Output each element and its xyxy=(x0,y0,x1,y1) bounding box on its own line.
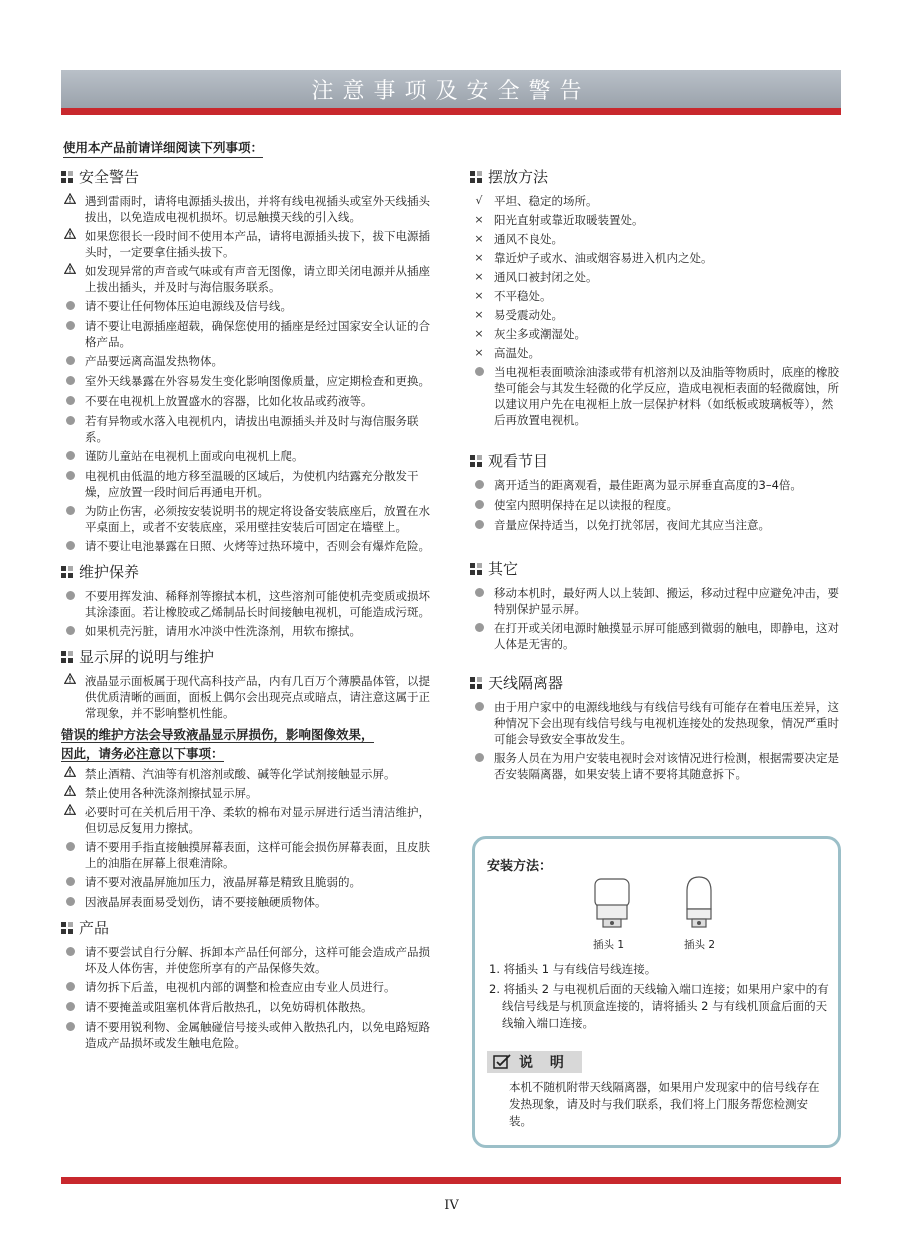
bullet-dot-icon xyxy=(472,497,486,514)
list-item xyxy=(61,298,433,315)
list-item xyxy=(61,393,433,410)
section-viewing xyxy=(470,450,842,534)
warning-triangle-icon xyxy=(63,804,77,820)
section-bullet-icon xyxy=(470,171,482,183)
list-item xyxy=(61,468,433,500)
list-item xyxy=(470,364,842,428)
list-item xyxy=(470,250,842,266)
bullet-dot-icon xyxy=(63,623,77,640)
bullet-dot-icon xyxy=(63,468,77,485)
list-item-text: 液晶显示面板属于现代高科技产品，内有几百万个薄膜晶体管，以提供优质清晰的画面，面板上偶尔会出现亮点或暗点，请注意这属于正常现象，并不影响整机性能。 xyxy=(85,674,430,720)
list-item-text: 音量应保持适当，以免打扰邻居，夜间尤其应当注意。 xyxy=(494,518,770,532)
bullet-dot-icon xyxy=(63,448,77,465)
list-item xyxy=(61,588,433,620)
warning-line-1: 错误的维护方法会导致液晶显示屏损伤，影响图像效果， xyxy=(61,727,374,742)
list-item xyxy=(470,477,842,494)
plug-2-label: 插头 2 xyxy=(684,939,716,951)
section-bullet-icon xyxy=(61,171,73,183)
list-item-text: 室外天线暴露在外容易发生变化影响图像质量，应定期检查和更换。 xyxy=(85,374,430,388)
warning-triangle-icon xyxy=(63,228,77,244)
list-item-text: 禁止酒精、汽油等有机溶剂或酸、碱等化学试剂接触显示屏。 xyxy=(85,767,396,781)
list-item xyxy=(470,307,842,323)
install-steps xyxy=(489,961,829,1032)
list-item-text: 不要用挥发油、稀释剂等擦拭本机，这些溶剂可能使机壳变质或损坏其涂漆面。若让橡胶或乙烯制品长时间接触电视机，可能造成污斑。 xyxy=(85,589,430,619)
bullet-dot-icon xyxy=(63,839,77,856)
list-item xyxy=(61,894,433,911)
list-item xyxy=(61,804,433,836)
list-item-text: 禁止使用各种洗涤剂擦拭显示屏。 xyxy=(85,786,258,800)
list-item xyxy=(61,1019,433,1051)
list-item xyxy=(61,874,433,891)
other-list xyxy=(470,585,842,652)
list-item xyxy=(61,538,433,555)
intro-text: 使用本产品前请详细阅读下列事项： xyxy=(63,138,263,158)
list-item-text: 在打开或关闭电源时触摸显示屏可能感到微弱的触电，即静电，这对人体是无害的。 xyxy=(494,621,839,651)
list-item xyxy=(470,750,842,782)
cross-mark-icon: × xyxy=(474,213,484,226)
plug-2-icon xyxy=(679,875,719,931)
bullet-dot-icon xyxy=(63,353,77,370)
install-title: 安装方法： xyxy=(487,859,553,874)
list-item-text: 产品要远离高温发热物体。 xyxy=(85,354,223,368)
list-item xyxy=(61,785,433,801)
section-title: 观看节目 xyxy=(488,452,549,470)
right-column xyxy=(470,160,842,785)
list-item-text: 请不要尝试自行分解、拆卸本产品任何部分，这样可能会造成产品损坏及人体伤害，并使您所享有的产品保修失效。 xyxy=(85,945,430,975)
safety-list xyxy=(61,193,433,555)
bullet-dot-icon xyxy=(63,588,77,605)
title-banner xyxy=(61,70,841,108)
install-step-1: 1. 将插头 1 与有线信号线连接。 xyxy=(489,962,657,976)
list-item xyxy=(61,353,433,370)
list-item-text: 如果机壳污脏，请用水冲淡中性洗涤剂，用软布擦拭。 xyxy=(85,624,361,638)
list-item-text: 请不要让电池暴露在日照、火烤等过热环境中，否则会有爆炸危险。 xyxy=(85,539,430,553)
warning-triangle-icon xyxy=(63,193,77,209)
cross-mark-icon: × xyxy=(474,308,484,321)
bullet-dot-icon xyxy=(63,979,77,996)
list-item xyxy=(470,269,842,285)
title-banner-underline xyxy=(61,108,841,115)
list-item-text: 请不要对液晶屏施加压力，液晶屏幕是精致且脆弱的。 xyxy=(85,875,361,889)
maintenance-list xyxy=(61,588,433,640)
list-item-text: 请不要用锐利物、金属触碰信号接头或伸入散热孔内，以免电路短路造成产品损坏或发生触电危险。 xyxy=(85,1020,430,1050)
bullet-dot-icon xyxy=(63,298,77,315)
list-item-text: 电视机由低温的地方移至温暖的区域后，为使机内结露充分散发干燥，应放置一段时间后再通电开机。 xyxy=(85,469,419,499)
bullet-dot-icon xyxy=(63,538,77,555)
viewing-list xyxy=(470,477,842,534)
bullet-dot-icon xyxy=(63,874,77,891)
list-item-text: 请不要用手指直接触摸屏幕表面，这样可能会损伤屏幕表面，且皮肤上的油脂在屏幕上很难清除。 xyxy=(85,840,430,870)
list-item xyxy=(61,373,433,390)
note-title: 说 明 xyxy=(519,1055,570,1071)
list-item xyxy=(61,318,433,350)
section-bullet-icon xyxy=(470,563,482,575)
list-item-text: 请不要让任何物体压迫电源线及信号线。 xyxy=(85,299,292,313)
list-item-text: 如果您很长一段时间不使用本产品，请将电源插头拔下，拔下电源插头时，一定要拿住插头拔下。 xyxy=(85,229,430,259)
bullet-dot-icon xyxy=(63,373,77,390)
warning-line-2: 因此，请务必注意以下事项： xyxy=(61,746,224,761)
list-item xyxy=(61,979,433,996)
list-item xyxy=(470,345,842,361)
list-item-text: 谨防儿童站在电视机上面或向电视机上爬。 xyxy=(85,449,304,463)
list-item xyxy=(61,999,433,1016)
cross-mark-icon: × xyxy=(474,232,484,245)
checkbox-pen-icon xyxy=(493,1054,513,1070)
section-bullet-icon xyxy=(61,651,73,663)
isolator-list xyxy=(470,699,842,782)
display-list xyxy=(61,673,433,721)
section-bullet-icon xyxy=(61,566,73,578)
list-item xyxy=(470,326,842,342)
list-item xyxy=(61,623,433,640)
section-title: 安全警告 xyxy=(79,168,140,186)
warning-triangle-icon xyxy=(63,263,77,279)
section-bullet-icon xyxy=(470,677,482,689)
list-item-text: 因液晶屏表面易受划伤，请不要接触硬质物体。 xyxy=(85,895,327,909)
section-bullet-icon xyxy=(61,922,73,934)
section-placement xyxy=(470,166,842,428)
section-title: 摆放方法 xyxy=(488,168,549,186)
list-item-text: 由于用户家中的电源线地线与有线信号线有可能存在着电压差异，这种情况下会出现有线信号线与电视机连接处的发热现象，情况严重时可能会导致安全事故发生。 xyxy=(494,700,839,746)
display-warning-note xyxy=(61,725,433,763)
bullet-dot-icon xyxy=(472,699,486,716)
warning-triangle-icon xyxy=(63,673,77,689)
list-item-text: 阳光直射或靠近取暖装置处。 xyxy=(494,213,644,227)
list-item xyxy=(470,497,842,514)
install-step-2: 2. 将插头 2 与电视机后面的天线输入端口连接；如果用户家中的有线信号线是与机顶盒连接的，请将插头 2 与有线机顶盒后面的天线输入端口连接。 xyxy=(489,982,829,1030)
list-item-text: 若有异物或水落入电视机内，请拔出电源插头并及时与海信服务联系。 xyxy=(85,414,419,444)
section-product xyxy=(61,917,433,1051)
list-item-text: 请不要让电源插座超载，确保您使用的插座是经过国家安全认证的合格产品。 xyxy=(85,319,430,349)
cross-mark-icon: × xyxy=(474,327,484,340)
section-maintenance xyxy=(61,561,433,640)
list-item xyxy=(61,766,433,782)
list-item-text: 请不要掩盖或阻塞机体背后散热孔，以免妨碍机体散热。 xyxy=(85,1000,373,1014)
bullet-dot-icon xyxy=(63,318,77,335)
bullet-dot-icon xyxy=(472,620,486,637)
section-title: 产品 xyxy=(79,919,110,937)
list-item-text: 通风口被封闭之处。 xyxy=(494,270,598,284)
list-item xyxy=(470,231,842,247)
list-item xyxy=(61,448,433,465)
plug-1-icon xyxy=(591,877,635,931)
check-mark-icon: √ xyxy=(475,194,483,207)
list-item xyxy=(470,620,842,652)
bullet-dot-icon xyxy=(472,364,486,381)
list-item-text: 靠近炉子或水、油或烟容易进入机内之处。 xyxy=(494,251,713,265)
list-item xyxy=(470,288,842,304)
bullet-dot-icon xyxy=(63,944,77,961)
list-item-text: 为防止伤害，必须按安装说明书的规定将设备安装底座后，放置在水平桌面上，或者不安装底座，采用壁挂安装后可固定在墙壁上。 xyxy=(85,504,430,534)
section-safety xyxy=(61,166,433,555)
list-item xyxy=(61,839,433,871)
list-item xyxy=(470,193,842,209)
product-list xyxy=(61,944,433,1051)
footer-rule xyxy=(61,1177,841,1184)
plug-1-label: 插头 1 xyxy=(593,939,625,951)
list-item-text: 使室内照明保持在足以读报的程度。 xyxy=(494,498,678,512)
section-isolator xyxy=(470,672,842,782)
list-item xyxy=(61,673,433,721)
list-item xyxy=(61,413,433,445)
bullet-dot-icon xyxy=(63,999,77,1016)
list-item-text: 遇到雷雨时，请将电源插头拔出，并将有线电视插头或室外天线插头拔出，以免造成电视机损坏。切忌触摸天线的引入线。 xyxy=(85,194,430,224)
warning-triangle-icon xyxy=(63,785,77,801)
bullet-dot-icon xyxy=(472,477,486,494)
section-title: 显示屏的说明与维护 xyxy=(79,648,215,666)
list-item xyxy=(470,212,842,228)
cross-mark-icon: × xyxy=(474,346,484,359)
cross-mark-icon: × xyxy=(474,251,484,264)
list-item-text: 不平稳处。 xyxy=(494,289,552,303)
bullet-dot-icon xyxy=(63,1019,77,1036)
note-header xyxy=(487,1051,582,1073)
list-item xyxy=(470,699,842,747)
list-item xyxy=(61,503,433,535)
section-title: 维护保养 xyxy=(79,563,140,581)
list-item-text: 高温处。 xyxy=(494,346,540,360)
list-item-text: 如发现异常的声音或气味或有声音无图像，请立即关闭电源并从插座上拔出插头，并及时与海信服务联系。 xyxy=(85,264,430,294)
list-item xyxy=(61,193,433,225)
list-item-text: 移动本机时，最好两人以上装卸、搬运，移动过程中应避免冲击，要特别保护显示屏。 xyxy=(494,586,839,616)
page-title: 注意事项及安全警告 xyxy=(311,79,591,104)
cross-mark-icon: × xyxy=(474,289,484,302)
section-title: 天线隔离器 xyxy=(488,674,564,692)
section-bullet-icon xyxy=(470,455,482,467)
bullet-dot-icon xyxy=(472,585,486,602)
left-column xyxy=(61,160,433,1054)
list-item xyxy=(61,944,433,976)
list-item-text: 不要在电视机上放置盛水的容器，比如化妆品或药液等。 xyxy=(85,394,373,408)
bullet-dot-icon xyxy=(63,393,77,410)
placement-list xyxy=(470,193,842,428)
list-item-text: 请勿拆下后盖，电视机内部的调整和检查应由专业人员进行。 xyxy=(85,980,396,994)
list-item-text: 服务人员在为用户安装电视时会对该情况进行检测，根据需要决定是否安装隔离器，如果安装上请不要将其随意拆下。 xyxy=(494,751,839,781)
warning-triangle-icon xyxy=(63,766,77,782)
list-item-text: 通风不良处。 xyxy=(494,232,563,246)
note-text: 本机不随机附带天线隔离器，如果用户发现家中的信号线存在发热现象，请及时与我们联系，我们将上门服务帮您检测安装。 xyxy=(509,1080,820,1128)
list-item-text: 平坦、稳定的场所。 xyxy=(494,194,598,208)
install-box xyxy=(472,836,841,1148)
page-number: IV xyxy=(444,1198,459,1213)
bullet-dot-icon xyxy=(472,750,486,767)
section-other xyxy=(470,558,842,652)
cross-mark-icon: × xyxy=(474,270,484,283)
list-item xyxy=(61,263,433,295)
section-display xyxy=(61,646,433,911)
list-item-text: 灰尘多或潮湿处。 xyxy=(494,327,586,341)
bullet-dot-icon xyxy=(472,517,486,534)
bullet-dot-icon xyxy=(63,894,77,911)
list-item-text: 离开适当的距离观看，最佳距离为显示屏垂直高度的3–4倍。 xyxy=(494,478,802,492)
list-item-text: 易受震动处。 xyxy=(494,308,563,322)
list-item xyxy=(470,585,842,617)
list-item-text: 必要时可在关机后用干净、柔软的棉布对显示屏进行适当清洁维护，但切忌反复用力擦拭。 xyxy=(85,805,430,835)
bullet-dot-icon xyxy=(63,503,77,520)
list-item xyxy=(470,517,842,534)
display-care-list xyxy=(61,766,433,911)
list-item-text: 当电视柜表面喷涂油漆或带有机溶剂以及油脂等物质时，底座的橡胶垫可能会与其发生轻微的化学反应，造成电视柜表面的轻微腐蚀，所以建议用户先在电视柜上放一层保护材料（如纸板或玻璃板等），然后再放置电视机。 xyxy=(494,365,839,427)
section-title: 其它 xyxy=(488,560,519,578)
list-item xyxy=(61,228,433,260)
bullet-dot-icon xyxy=(63,413,77,430)
